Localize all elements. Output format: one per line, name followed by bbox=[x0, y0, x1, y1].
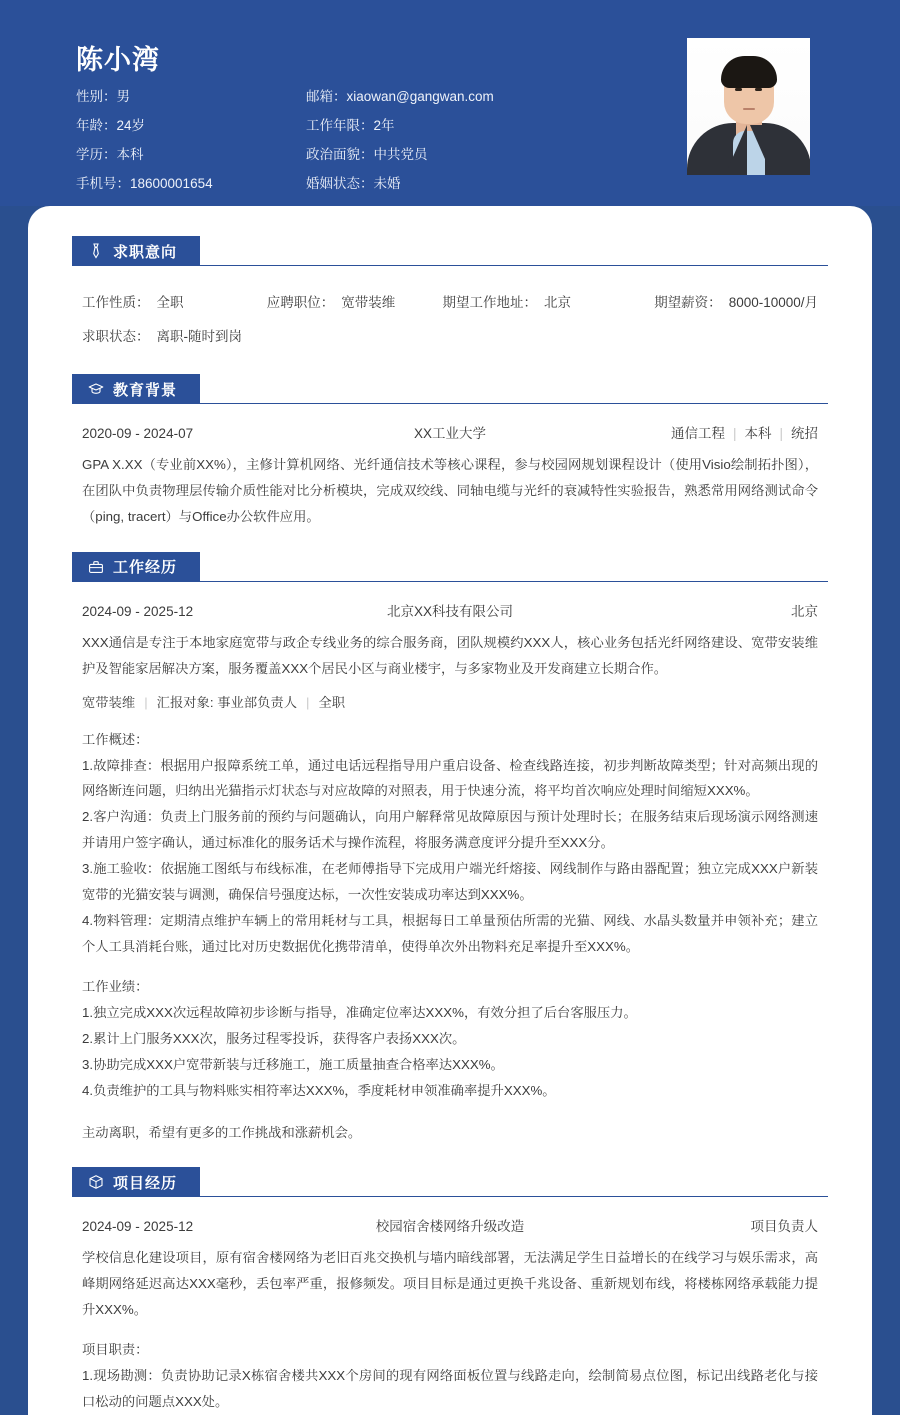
divider: | bbox=[144, 694, 148, 710]
field-phone: 手机号：18600001654 bbox=[76, 175, 213, 191]
header-field-row bbox=[76, 109, 636, 138]
work-achievements-items bbox=[82, 1000, 818, 1104]
section-education bbox=[28, 374, 872, 552]
project-date: 2024-09 - 2025-12 bbox=[82, 1219, 194, 1235]
list-item: 1.现场勘测：负责协助记录X栋宿舍楼共XXX个房间的现有网络面板位置与线路走向，绘制简易点位图，标记出线路老化与接口松动的问题点XXX处。 bbox=[82, 1368, 818, 1410]
education-major: 通信工程 bbox=[670, 426, 725, 441]
job-nature: 工作性质： 全职 bbox=[82, 295, 184, 310]
target-position: 应聘职位： 宽带装维 bbox=[266, 295, 396, 310]
work-date: 2024-09 - 2025-12 bbox=[82, 603, 194, 619]
work-location: 北京 bbox=[790, 603, 818, 619]
work-company-intro: XXX通信是专注于本地家庭宽带与政企专线业务的综合服务商，团队规模约XXX人，核心业务包括光纤网络建设、宽带安装维护及智能家居解决方案，服务覆盖XXX个居民小区与商业楼宇，与多家物业及开发商建立长期合作。 bbox=[82, 634, 818, 676]
education-admission: 统招 bbox=[790, 426, 818, 441]
field-email: 邮箱：xiaowan@gangwan.com bbox=[306, 88, 494, 104]
education-date: 2020-09 - 2024-07 bbox=[82, 426, 194, 441]
divider: | bbox=[306, 694, 310, 710]
work-overview-title: 工作概述： bbox=[82, 731, 149, 747]
work-company: 北京XX科技有限公司 bbox=[386, 603, 513, 619]
work-achievements-title: 工作业绩： bbox=[82, 978, 149, 994]
section-header-work bbox=[50, 552, 850, 582]
list-item: 1.故障排查：根据用户报障系统工单，通过电话远程指导用户重启设备、检查线路连接，初步判断故障类型；针对高频出现的网络断连问题，归纳出光猫指示灯状态与对应故障的对照表，用于快速分流，将平均首次响应处理时间缩短XXX%。 bbox=[82, 757, 818, 799]
header-field-row bbox=[76, 167, 636, 196]
resume-card bbox=[28, 206, 872, 1415]
expected-salary: 期望薪资： 8000-10000/月 bbox=[654, 295, 819, 310]
section-title-badge bbox=[72, 374, 200, 404]
job-intent-row-2 bbox=[82, 318, 818, 352]
project-entry-header bbox=[82, 1201, 818, 1241]
list-item: 2.客户沟通：负责上门服务前的预约与问题确认，向用户解释常见故障原因与预计处理时长；在服务结束后现场演示网络测速并请用户签字确认，通过标准化的服务话术与操作流程，将服务满意度评分提升至XXX分。 bbox=[82, 809, 818, 851]
candidate-name: 陈小湾 bbox=[76, 45, 160, 75]
section-title-text: 工作经历 bbox=[113, 559, 178, 577]
section-title-text: 教育背景 bbox=[113, 381, 178, 399]
section-header-education bbox=[50, 374, 850, 404]
section-job-intent bbox=[28, 236, 872, 374]
section-title-badge bbox=[72, 236, 200, 266]
field-work-years: 工作年限：2年 bbox=[306, 117, 395, 133]
section-title-badge bbox=[72, 1167, 200, 1197]
education-body bbox=[50, 408, 850, 552]
package-icon bbox=[88, 1174, 104, 1190]
header-fields bbox=[76, 80, 636, 196]
work-meta bbox=[82, 682, 818, 713]
section-work-experience bbox=[28, 552, 872, 1168]
graduation-cap-icon bbox=[88, 381, 104, 397]
education-meta bbox=[575, 422, 818, 442]
work-overview-items bbox=[82, 753, 818, 960]
work-report-to: 汇报对象: 事业部负责人 bbox=[156, 694, 298, 710]
section-rule bbox=[72, 265, 828, 266]
education-entry-header bbox=[82, 408, 818, 448]
section-header-project bbox=[50, 1167, 850, 1197]
field-political-status: 政治面貌：中共党员 bbox=[306, 146, 428, 162]
education-description: GPA X.XX（专业前XX%），主修计算机网络、光纤通信技术等核心课程，参与校园网规划课程设计（使用Visio绘制拓扑图），在团队中负责物理层传输介质性能对比分析模块，完成双绞线、同轴电缆与光纤的衰减特性实验报告，熟悉常用网络测试命令（ping, tracert）与Office办公软件应用。 bbox=[82, 457, 818, 524]
section-title-text: 项目经历 bbox=[113, 1174, 178, 1192]
section-rule bbox=[72, 1196, 828, 1197]
education-school: XX工业大学 bbox=[413, 426, 486, 441]
project-duty-items bbox=[82, 1363, 818, 1415]
field-marital-status: 婚姻状态：未婚 bbox=[306, 175, 401, 191]
field-education-level: 学历：本科 bbox=[76, 146, 144, 162]
work-closing-note: 主动离职，希望有更多的工作挑战和涨薪机会。 bbox=[82, 1124, 362, 1140]
divider: | bbox=[779, 426, 783, 441]
list-item: 3.施工验收：依据施工图纸与布线标准，在老师傅指导下完成用户端光纤熔接、网线制作与路由器配置；独立完成XXX户新装宽带的光猫安装与调测，确保信号强度达标，一次性安装成功率达到XXX%。 bbox=[82, 861, 818, 903]
section-title-text: 求职意向 bbox=[113, 243, 178, 261]
job-seeking-status: 求职状态： 离职-随时到岗 bbox=[82, 329, 242, 344]
necktie-icon bbox=[88, 243, 104, 259]
candidate-photo bbox=[687, 38, 810, 175]
project-name: 校园宿舍楼网络升级改造 bbox=[375, 1219, 525, 1235]
list-item: 4.负责维护的工具与物料账实相符率达XXX%，季度耗材申领准确率提升XXX%。 bbox=[82, 1082, 556, 1098]
target-location: 期望工作地址： 北京 bbox=[442, 295, 572, 310]
job-intent-row-1 bbox=[82, 284, 818, 318]
divider: | bbox=[732, 426, 737, 441]
work-position: 宽带装维 bbox=[82, 694, 136, 710]
section-header-job-intent bbox=[50, 236, 850, 266]
field-gender: 性别：男 bbox=[76, 88, 130, 104]
section-project-experience bbox=[28, 1167, 872, 1415]
work-entry-header bbox=[82, 586, 818, 626]
resume-header bbox=[0, 0, 900, 206]
briefcase-icon bbox=[88, 559, 104, 575]
job-intent-body bbox=[50, 270, 850, 374]
header-field-row bbox=[76, 138, 636, 167]
list-item: 2.累计上门服务XXX次，服务过程零投诉，获得客户表扬XXX次。 bbox=[82, 1030, 466, 1046]
project-background: 学校信息化建设项目，原有宿舍楼网络为老旧百兆交换机与墙内暗线部署，无法满足学生日益增长的在线学习与娱乐需求，高峰期网络延迟高达XXX毫秒，丢包率严重，报修频发。项目目标是通过更换千兆设备、重新规划布线，将楼栋网络承载能力提升XXX%。 bbox=[82, 1250, 818, 1318]
portrait-illustration bbox=[687, 38, 810, 175]
work-job-type: 全职 bbox=[318, 694, 346, 710]
project-role: 项目负责人 bbox=[750, 1219, 818, 1235]
work-body bbox=[50, 586, 850, 1168]
list-item: 3.协助完成XXX户宽带新装与迁移施工，施工质量抽查合格率达XXX%。 bbox=[82, 1056, 504, 1072]
section-rule bbox=[72, 403, 828, 404]
section-title-badge bbox=[72, 552, 200, 582]
project-duty-title: 项目职责： bbox=[82, 1342, 149, 1358]
education-degree: 本科 bbox=[744, 426, 772, 441]
field-age: 年龄：24岁 bbox=[76, 117, 146, 133]
project-body bbox=[50, 1201, 850, 1415]
header-field-row bbox=[76, 80, 636, 109]
section-rule bbox=[72, 581, 828, 582]
list-item: 4.物料管理：定期清点维护车辆上的常用耗材与工具，根据每日工单量预估所需的光猫、网线、水晶头数量并申领补充；建立个人工具消耗台账，通过比对历史数据优化携带清单，使得单次外出物料充足率提升至XXX%。 bbox=[82, 913, 818, 954]
list-item: 1.独立完成XXX次远程故障初步诊断与指导，准确定位率达XXX%，有效分担了后台客服压力。 bbox=[82, 1004, 637, 1020]
